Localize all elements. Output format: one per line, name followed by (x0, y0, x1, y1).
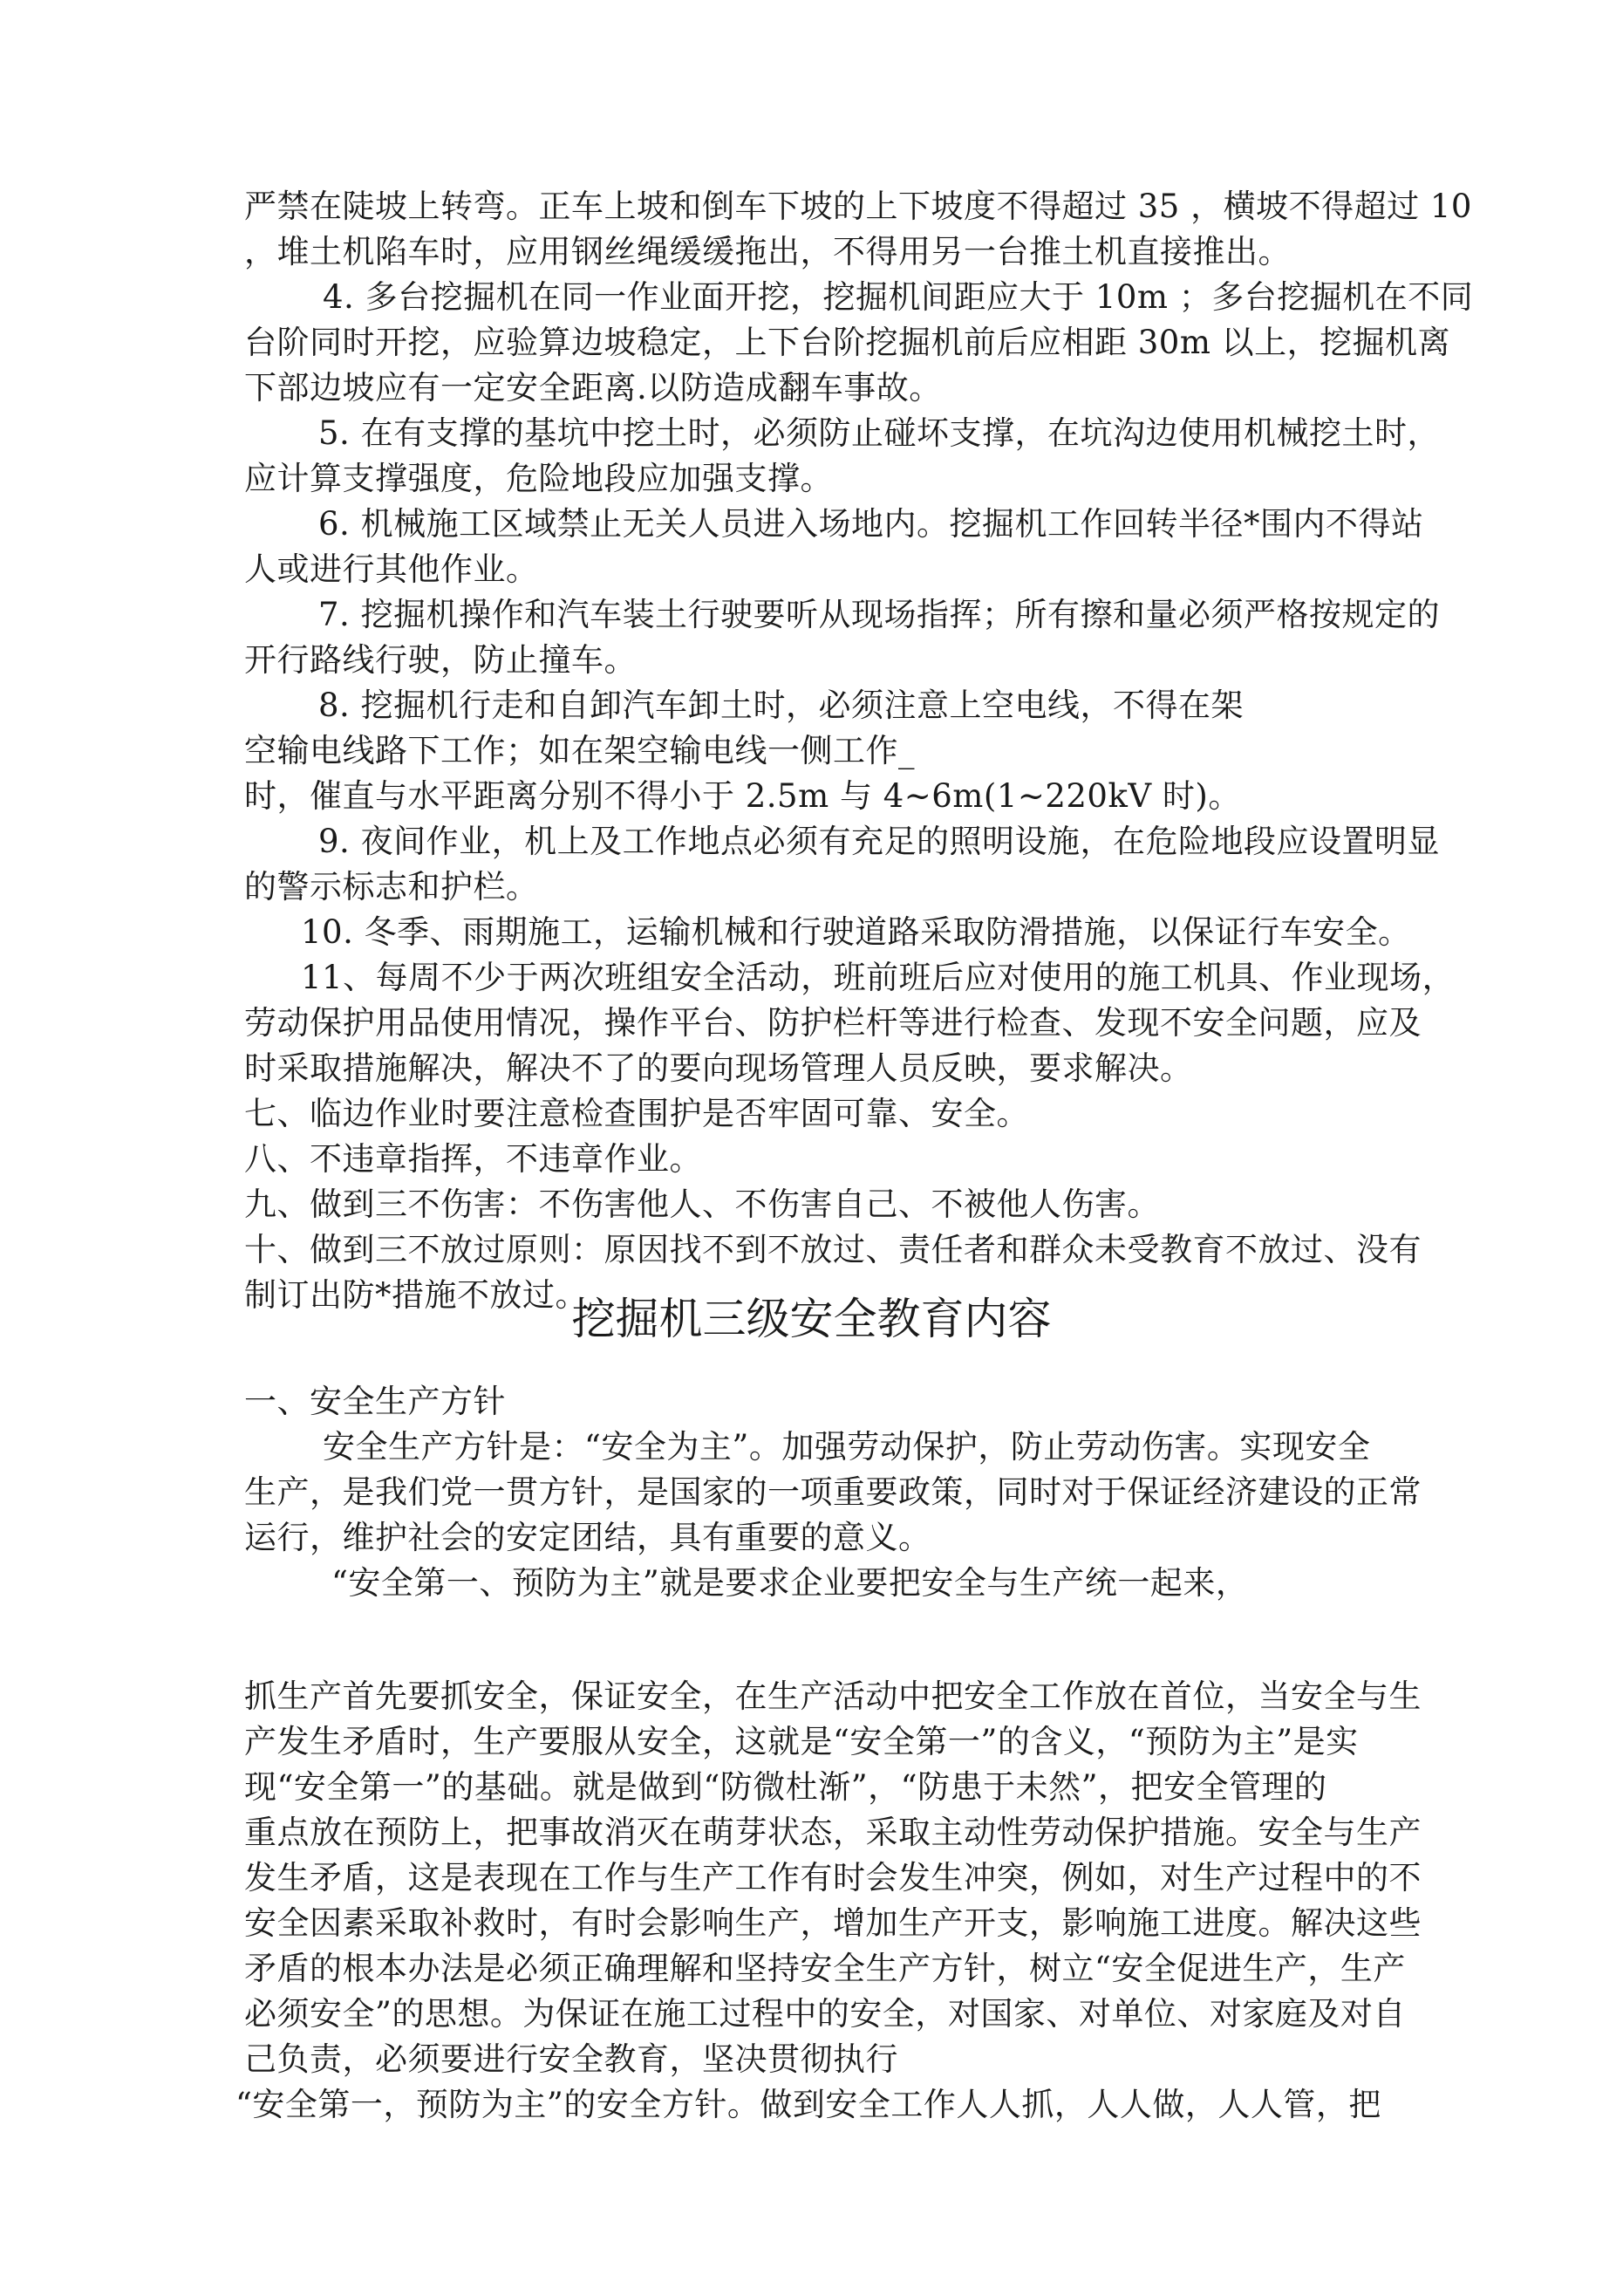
text-line: 抓生产首先要抓安全，保证安全，在生产活动中把安全工作放在首位，当安全与生 (244, 1678, 1422, 1715)
text-line: 10. 冬季、雨期施工，运输机械和行驶道路采取防滑措施，以保证行车安全。 (301, 913, 1411, 951)
text-line: 安全因素采取补救时，有时会影响生产，增加生产开支，影响施工进度。解决这些 (244, 1904, 1422, 1942)
text-line: 劳动保护用品使用情况，操作平台、防护栏杆等进行检查、发现不安全问题，应及 (244, 1004, 1422, 1042)
text-line: 开行路线行驶，防止撞车。 (244, 641, 637, 679)
text-line: 现“安全第一”的基础。就是做到“防微杜渐”，“防患于未然”，把安全管理的 (244, 1768, 1327, 1806)
text-line: 台阶同时开挖，应验算边坡稳定，上下台阶挖掘机前后应相距 30m 以上，挖掘机离 (244, 324, 1451, 361)
text-line: 4. 多台挖掘机在同一作业面开挖，挖掘机间距应大于 10m ；多台挖掘机在不同 (323, 278, 1474, 316)
text-line: 空输电线路下工作；如在架空输电线一侧工作_ (244, 732, 915, 769)
text-line: 时采取措施解决，解决不了的要向现场管理人员反映，要求解决。 (244, 1049, 1193, 1087)
text-line: 生产，是我们党一贯方针，是国家的一项重要政策，同时对于保证经济建设的正常 (244, 1473, 1422, 1511)
section-title: 挖掘机三级安全教育内容 (571, 1294, 1052, 1344)
text-line: 矛盾的根本办法是必须正确理解和坚持安全生产方针，树立“安全促进生产，生产 (244, 1950, 1406, 1987)
text-line: 人或进行其他作业。 (244, 550, 539, 588)
text-line: 下部边坡应有一定安全距离.以防造成翻车事故。 (244, 369, 942, 407)
text-line: 6. 机械施工区域禁止无关人员进入场地内。挖掘机工作回转半径*围内不得站 (318, 505, 1424, 543)
text-line: 产发生矛盾时，生产要服从安全，这就是“安全第一”的含义，“预防为主”是实 (244, 1723, 1359, 1760)
text-line: 11、每周不少于两次班组安全活动，班前班后应对使用的施工机具、作业现场， (301, 959, 1456, 996)
text-line: 应计算支撑强度，危险地段应加强支撑。 (244, 460, 833, 497)
text-line: 己负责，必须要进行安全教育，坚决贯彻执行 (244, 2040, 898, 2078)
text-line: 重点放在预防上，把事故消灭在萌芽状态，采取主动性劳动保护措施。安全与生产 (244, 1814, 1422, 1851)
text-line: 8. 挖掘机行走和自卸汽车卸土时，必须注意上空电线，不得在架 (318, 687, 1245, 724)
text-line: 必须安全”的思想。为保证在施工过程中的安全，对国家、对单位、对家庭及对自 (244, 1995, 1406, 2033)
text-line: 5. 在有支撑的基坑中挖土时，必须防止碰坏支撑，在坑沟边使用机械挖土时， (318, 414, 1441, 452)
text-line: 9. 夜间作业，机上及工作地点必须有充足的照明设施，在危险地段应设置明显 (318, 823, 1441, 860)
text-line: 的警示标志和护栏。 (244, 868, 539, 905)
text-line: 十、做到三不放过原则：原因找不到不放过、责任者和群众未受教育不放过、没有 (244, 1231, 1422, 1268)
text-line: 制订出防*措施不放过。 (244, 1276, 588, 1314)
text-line: 八、不违章指挥，不违章作业。 (244, 1140, 702, 1178)
text-line: 发生矛盾，这是表现在工作与生产工作有时会发生冲突，例如，对生产过程中的不 (244, 1859, 1422, 1896)
text-line: 安全生产方针是：“安全为主”。加强劳动保护，防止劳动伤害。实现安全 (323, 1428, 1371, 1466)
text-line: 时，催直与水平距离分别不得小于 2.5m 与 4~6m(1~220kV 时)。 (244, 777, 1241, 815)
text-line: “安全第一，预防为主”的安全方针。做到安全工作人人抓，人人做，人人管，把 (235, 2086, 1381, 2123)
text-line: ，堆土机陷车时，应用钢丝绳缓缓拖出，不得用另一台推土机直接推出。 (244, 233, 1291, 270)
text-line: 严禁在陡坡上转弯。正车上坡和倒车下坡的上下坡度不得超过 35 ，横坡不得超过 10 (244, 188, 1472, 225)
text-line: 九、做到三不伤害：不伤害他人、不伤害自己、不被他人伤害。 (244, 1186, 1160, 1223)
section-heading: 一、安全生产方针 (244, 1383, 506, 1420)
text-line: 7. 挖掘机操作和汽车装土行驶要听从现场指挥；所有擦和量必须严格按规定的 (318, 596, 1441, 633)
text-line: 运行，维护社会的安定团结，具有重要的意义。 (244, 1519, 931, 1556)
text-line: 七、临边作业时要注意检查围护是否牢固可靠、安全。 (244, 1095, 1029, 1132)
text-line: “安全第一、预防为主”就是要求企业要把安全与生产统一起来， (331, 1564, 1249, 1602)
